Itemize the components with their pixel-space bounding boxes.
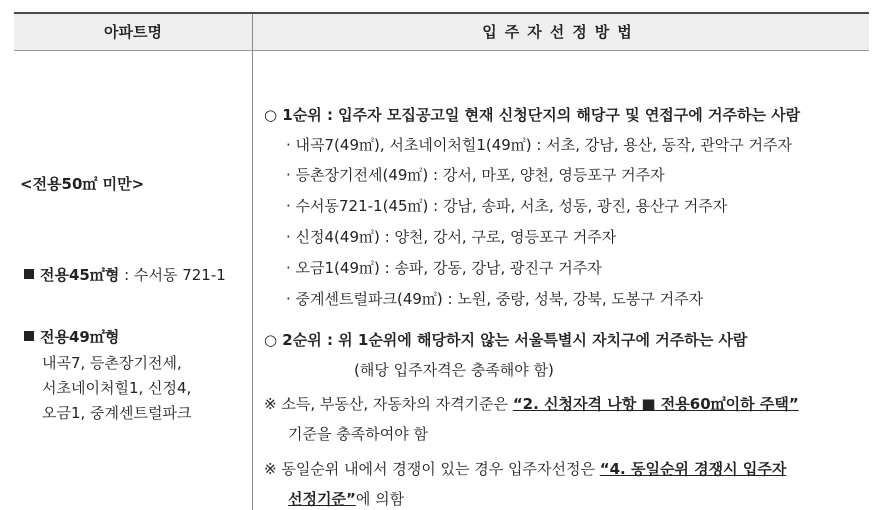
rank-1-item: · 등촌장기전세(49㎡) : 강서, 마포, 양천, 영등포구 거주자 bbox=[286, 166, 665, 184]
square-bullet-icon bbox=[24, 269, 34, 279]
note-text: 에 의함 bbox=[355, 490, 405, 508]
type-49-names bbox=[24, 351, 192, 426]
method-column bbox=[264, 50, 869, 510]
square-bullet-icon bbox=[24, 331, 34, 341]
note-text: ※ 동일순위 내에서 경쟁이 있는 경우 입주자선정은 bbox=[264, 460, 600, 478]
table-header bbox=[14, 14, 869, 51]
under-50-label: <전용50㎡ 미만> bbox=[20, 175, 145, 193]
rank-1-item: · 신정4(49㎡) : 양천, 강서, 구로, 영등포구 거주자 bbox=[286, 228, 617, 246]
type-45-value: : 수서동 721-1 bbox=[119, 266, 226, 284]
note-text: ※ 소득, 부동산, 자동차의 자격기준은 bbox=[264, 395, 513, 413]
type-49-block bbox=[24, 326, 192, 426]
column-divider bbox=[252, 14, 253, 510]
reference-link[interactable]: “2. 신청자격 나항 ■ 전용60㎡이하 주택” bbox=[512, 395, 799, 413]
type-49-name-line: 서초네이처힐1, 신정4, bbox=[42, 379, 192, 397]
selection-method-table bbox=[14, 12, 869, 510]
rank-1-item: · 수서동721-1(45㎡) : 강남, 송파, 서초, 성동, 광진, 용산구 거주자 bbox=[286, 197, 728, 215]
type-45-label: 전용45㎡형 bbox=[40, 266, 120, 284]
note-income-criteria bbox=[264, 393, 799, 414]
rank-1-heading: ○ 1순위 : 입주자 모집공고일 현재 신청단지의 해당구 및 연접구에 거주하는 사람 bbox=[264, 106, 801, 124]
note-tiebreak bbox=[264, 458, 786, 479]
type-45-row bbox=[24, 264, 226, 285]
header-apartment-name: 아파트명 bbox=[104, 23, 162, 41]
note-continuation: 기준을 충족하여야 함 bbox=[288, 425, 428, 443]
reference-link[interactable]: 선정기준” bbox=[288, 490, 356, 508]
reference-link[interactable]: “4. 동일순위 경쟁시 입주자 bbox=[599, 460, 787, 478]
header-selection-method: 입주자선정방법 bbox=[482, 23, 640, 41]
type-49-label: 전용49㎡형 bbox=[40, 328, 120, 346]
rank-1-item: · 내곡7(49㎡), 서초네이처힐1(49㎡) : 서초, 강남, 용산, 동작, 관악구 거주자 bbox=[286, 136, 793, 154]
rank-1-item: · 오금1(49㎡) : 송파, 강동, 강남, 광진구 거주자 bbox=[286, 259, 602, 277]
note-continuation bbox=[288, 488, 404, 509]
type-49-name-line: 내곡7, 등촌장기전세, bbox=[42, 354, 182, 372]
apartment-column bbox=[14, 50, 252, 510]
rank-2-heading: ○ 2순위 : 위 1순위에 해당하지 않는 서울특별시 자치구에 거주하는 사람 bbox=[264, 331, 748, 349]
rank-1-item: · 중계센트럴파크(49㎡) : 노원, 중랑, 성북, 강북, 도봉구 거주자 bbox=[286, 290, 704, 308]
type-49-name-line: 오금1, 중계센트럴파크 bbox=[42, 404, 192, 422]
rank-2-note: (해당 입주자격은 충족해야 함) bbox=[354, 361, 554, 379]
